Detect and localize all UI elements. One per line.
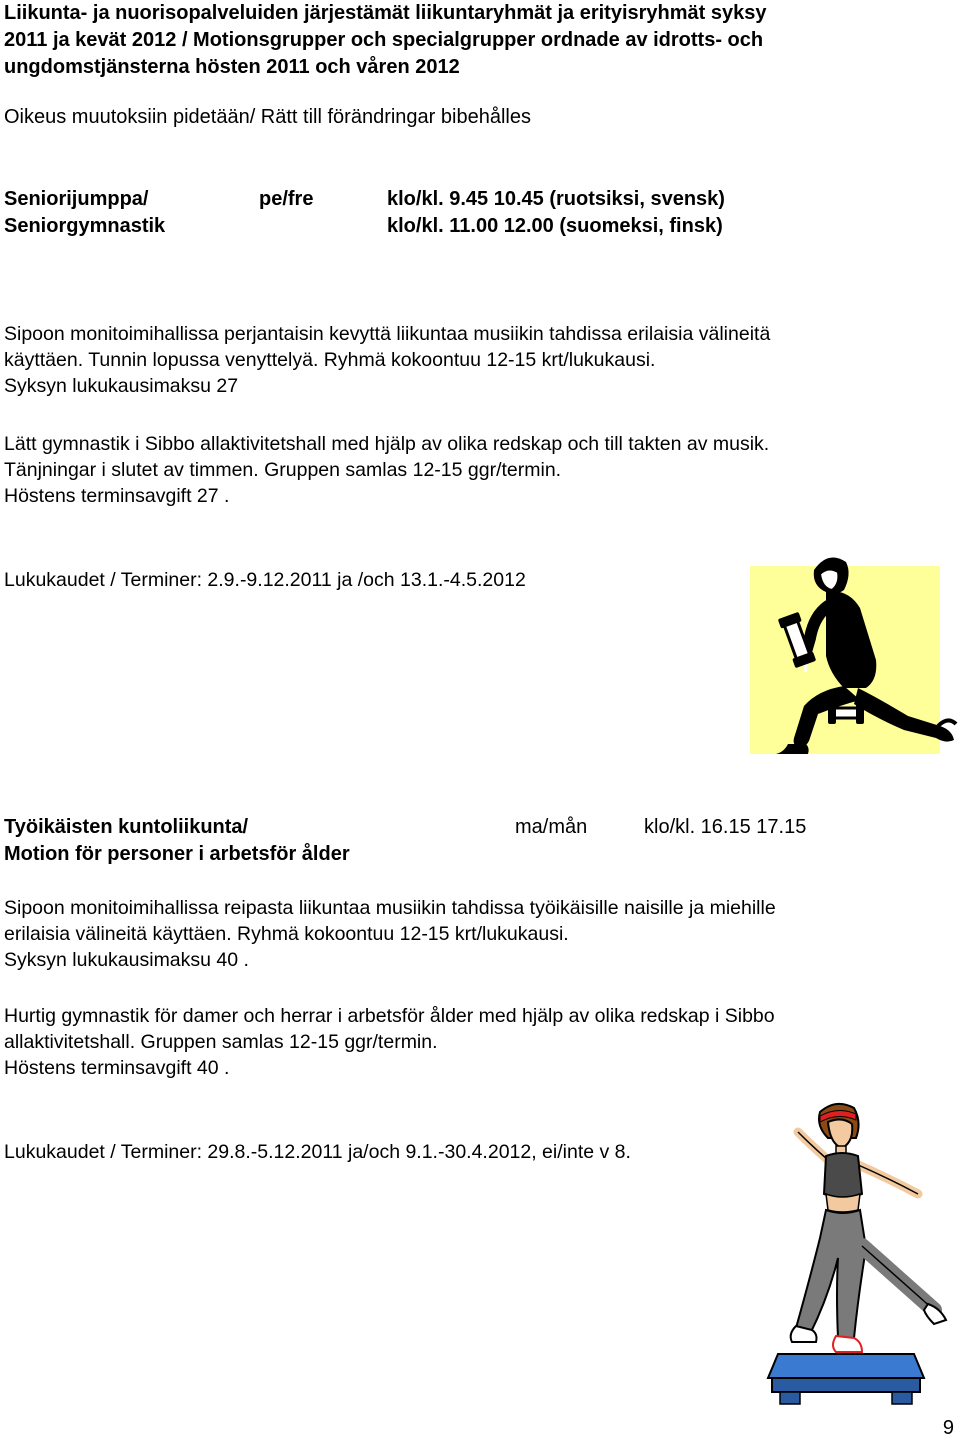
group2-name-line1: Työikäisten kuntoliikunta/ xyxy=(4,816,249,838)
group1-time2: klo/kl. 11.00 12.00 (suomeksi, finsk) xyxy=(387,215,723,237)
group2-terms: Lukukaudet / Terminer: 29.8.-5.12.2011 ja/och 9.1.-30.4.2012, ei/inte v 8. xyxy=(4,1141,631,1163)
group2-time: klo/kl. 16.15 17.15 xyxy=(644,816,807,838)
group1-fi-line-2: käyttäen. Tunnin lopussa venyttelyä. Ryhmä kokoontuu 12-15 krt/lukukausi. xyxy=(4,349,656,371)
group1-sv-line-1: Lätt gymnastik i Sibbo allaktivitetshall med hjälp av olika redskap och till takten av musik. xyxy=(4,433,770,455)
group2-name-line2: Motion för personer i arbetsför ålder xyxy=(4,843,350,865)
group2-fi-line-2: erilaisia välineitä käyttäen. Ryhmä kokoontuu 12-15 krt/lukukausi. xyxy=(4,923,569,945)
group1-sv-line-3: Höstens terminsavgift 27 . xyxy=(4,485,230,507)
group1-time1: klo/kl. 9.45 10.45 (ruotsiksi, svensk) xyxy=(387,188,725,210)
rights-note: Oikeus muutoksiin pidetään/ Rätt till förändringar bibehålles xyxy=(4,106,531,128)
group2-description-sv xyxy=(4,1003,775,1081)
group2-day: ma/mån xyxy=(515,816,588,838)
header-line-2: 2011 ja kevät 2012 / Motionsgrupper och specialgrupper ordnade av idrotts- och xyxy=(4,29,764,51)
group2-description-fi xyxy=(4,895,776,973)
group1-name-line2: Seniorgymnastik xyxy=(4,215,166,237)
group1-sv-line-2: Tänjningar i slutet av timmen. Gruppen samlas 12-15 ggr/termin. xyxy=(4,459,562,481)
group1-fi-line-3: Syksyn lukukausimaksu 27 xyxy=(4,375,239,397)
group2-fi-line-3: Syksyn lukukausimaksu 40 . xyxy=(4,949,249,971)
group1-description-sv xyxy=(4,431,769,509)
page-number: 9 xyxy=(942,1417,954,1439)
group2-fi-line-1: Sipoon monitoimihallissa reipasta liikuntaa musiikin tahdissa työikäisille naisille ja miehille xyxy=(4,897,776,919)
step-board xyxy=(768,1354,924,1378)
step-aerobics-woman-illustration xyxy=(758,1098,948,1418)
group2-sv-line-3: Höstens terminsavgift 40 . xyxy=(4,1057,230,1079)
group1-fi-line-1: Sipoon monitoimihallissa perjantaisin kevyttä liikuntaa musiikin tahdissa erilaisia välineitä xyxy=(4,323,771,345)
kneeling-dumbbell-woman-illustration xyxy=(748,548,960,758)
header-line-1: Liikunta- ja nuorisopalveluiden järjestämät liikuntaryhmät ja erityisryhmät syksy xyxy=(4,2,767,24)
group1-terms: Lukukaudet / Terminer: 2.9.-9.12.2011 ja /och 13.1.-4.5.2012 xyxy=(4,569,526,591)
group2-sv-line-1: Hurtig gymnastik för damer och herrar i arbetsför ålder med hjälp av olika redskap i Sibbo xyxy=(4,1005,775,1027)
group1-description-fi xyxy=(4,321,770,399)
group1-name-line1: Seniorijumppa/ xyxy=(4,188,149,210)
group2-sv-line-2: allaktivitetshall. Gruppen samlas 12-15 ggr/termin. xyxy=(4,1031,438,1053)
group1-day: pe/fre xyxy=(259,188,314,210)
step-woman-figure xyxy=(768,1104,946,1404)
header-line-3: ungdomstjänsterna hösten 2011 och våren 2012 xyxy=(4,56,460,78)
document-header xyxy=(4,0,767,81)
